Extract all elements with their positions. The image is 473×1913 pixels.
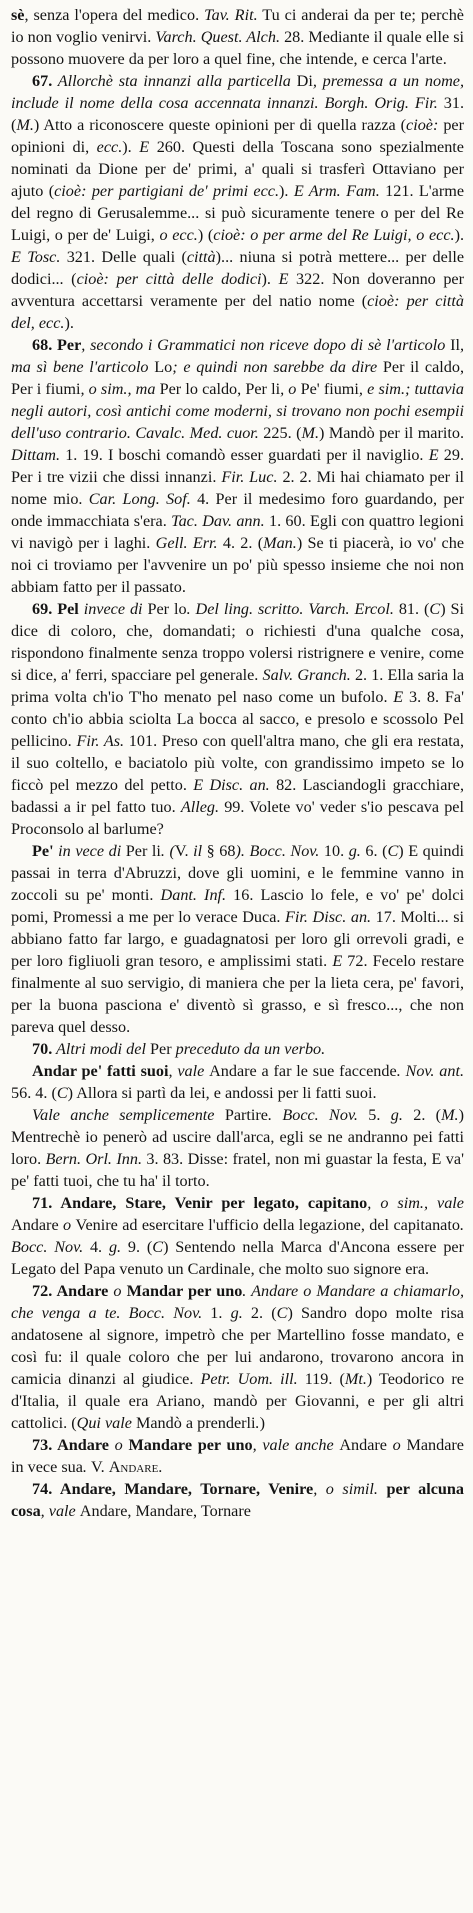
text-run: 29. Per i tre vizii che dissi innanzi. xyxy=(11,446,465,486)
text-run: 260. Questi della Toscana sono spezialmente nominati da Dione per de' primi, a' quali si trasferì Ottaviano per ajuto ( xyxy=(11,138,464,200)
text-run: 28. Mediante il quale elle si possono muovere da per loro a quel fine, che intende, e cerca l'arte. xyxy=(11,28,465,68)
italic-run: , secondo i Grammatici non riceve dopo di sè l'articolo xyxy=(81,336,451,354)
paragraph-continuation xyxy=(11,4,464,70)
italic-run: . xyxy=(255,1414,260,1432)
italic-run: Allorchè sta innanzi alla particella xyxy=(52,72,297,90)
text-run: 16. Lascio lo fele, e vo' pe' dolci pomi, Promessi a me per lo verace Duca. xyxy=(11,886,464,926)
paragraph-74 xyxy=(11,1478,464,1522)
text-run: 2. ( xyxy=(242,1304,277,1322)
italic-run: o xyxy=(108,1282,127,1300)
italic-run: invece di xyxy=(78,600,148,618)
bold-run: Mandar per uno xyxy=(126,1282,243,1300)
text-run: 1. xyxy=(202,1304,231,1322)
bold-run: 69. Pel xyxy=(32,600,79,618)
text-run: 2. ( xyxy=(402,1106,442,1124)
italic-run: in vece di xyxy=(53,842,126,860)
italic-run: E xyxy=(278,270,289,288)
text-run: 3. 83. Disse: fratel, non mi guastar la festa, E va' pe' fatti tuoi, che tu ha' il torto. xyxy=(11,1150,464,1190)
italic-run: città xyxy=(186,248,216,266)
paragraph-andar-pe-fatti xyxy=(11,1060,464,1104)
italic-run: Altri modi del xyxy=(52,1040,151,1058)
italic-run: E xyxy=(393,688,404,706)
italic-run: C xyxy=(152,1238,164,1256)
text-run: ) Mentrechè io penerò ad uscire dall'arca, egli se ne andranno pei fatti loro. xyxy=(11,1106,464,1168)
italic-run: g. xyxy=(390,1106,403,1124)
text-run: 4. Per il medesimo foro guardando, per onde immacchiata s'era. xyxy=(11,490,464,530)
text-run: 5. xyxy=(357,1106,391,1124)
italic-run: , vale xyxy=(40,1502,80,1520)
text-run: 2. 2. Mi hai chiamato per il nome mio. xyxy=(11,468,464,508)
text-run: 99. Volete vo' veder s'io pescava pel Proconsolo al barlume? xyxy=(11,798,464,838)
bold-run: 74. Andare, Mandare, Tornare, Venire xyxy=(32,1480,314,1498)
text-run: 121. L'arme del regno di Gerusalemme... si può sicuramente tenere o per del Re Luigi, o per de' Luigi, xyxy=(11,182,464,244)
text-run: 31. ( xyxy=(11,94,464,134)
text-run: 17. Molti... si abbiano fatto far largo, e guadagnatosi per loro gli orrevoli gradi, e per loro figliuoli gran tesoro, e amplissimi stati. xyxy=(11,908,465,970)
bold-run: 67. xyxy=(32,72,53,90)
italic-run: cioè: per città del, ecc. xyxy=(11,292,465,332)
text-run: . xyxy=(158,1458,163,1476)
paragraph-67 xyxy=(11,70,464,334)
bold-run: Andar pe' fatti suoi xyxy=(32,1062,169,1080)
text-run: 56. 4. ( xyxy=(11,1084,57,1102)
text-run: V. xyxy=(174,842,189,860)
italic-run: o ecc. xyxy=(159,226,198,244)
text-run: Mandare in vece sua xyxy=(11,1436,464,1476)
text-run: Per xyxy=(150,1040,172,1058)
text-run: 9. ( xyxy=(121,1238,153,1256)
text-run: ) E quindi passai in terra d'Abruzzi, dove gli uomini, e le femmine vanno in zoccoli su pe' monti. xyxy=(11,842,465,904)
paragraph-72 xyxy=(11,1280,464,1434)
italic-run: Bern. Orl. Inn. xyxy=(45,1150,143,1168)
bold-run: 70. xyxy=(32,1040,53,1058)
text-run: )... niuna si potrà mettere... per delle dodici... ( xyxy=(11,248,465,288)
italic-run: , o simil. xyxy=(313,1480,387,1498)
text-run: Di xyxy=(296,72,313,90)
text-run: Il xyxy=(450,336,460,354)
italic-run: g. xyxy=(348,842,361,860)
italic-run: cioè: per partigiani de' primi ecc. xyxy=(54,182,280,200)
italic-run: C xyxy=(276,1304,288,1322)
italic-run: , premessa a un nome, include il nome della cosa accennata innanzi. Borgh. Orig. Fir. xyxy=(11,72,465,112)
italic-run: g. xyxy=(108,1238,122,1256)
paragraph-partire xyxy=(11,1104,464,1192)
text-run: 119. ( xyxy=(297,1370,345,1388)
italic-run: Dittam. xyxy=(11,446,61,464)
italic-run: , o sim., ma xyxy=(80,380,160,398)
text-run: ). xyxy=(279,182,294,200)
italic-run: C xyxy=(56,1084,68,1102)
text-run: ). xyxy=(122,138,140,156)
italic-run: Tac. Dav. ann. xyxy=(171,512,265,530)
italic-run: M. xyxy=(301,424,319,442)
italic-run: preceduto da un verbo. xyxy=(171,1040,326,1058)
italic-run: C xyxy=(387,842,399,860)
text-run: ) Si dice di coloro, che, domandati; o richiesti d'una qualche cosa, rispondono finalmente senza troppo volersi ristrignere e venire, come si dice, a' ferri, spacciare pel generale. xyxy=(11,600,465,684)
text-run: ). xyxy=(454,226,464,244)
italic-run: Vale anche semplicemente xyxy=(32,1106,225,1124)
italic-run: cioè: xyxy=(406,116,439,134)
italic-run: Qui vale xyxy=(76,1414,136,1432)
text-run: 225. ( xyxy=(258,424,302,442)
italic-run: il xyxy=(188,842,207,860)
text-run: V. xyxy=(91,1458,109,1476)
italic-run: M. xyxy=(441,1106,459,1124)
text-run: ) Allora si partì da lei, e andossi per li fatti suoi. xyxy=(67,1084,377,1102)
text-run: Mandò a prenderli xyxy=(135,1414,256,1432)
italic-run: Fir. Disc. an. xyxy=(285,908,372,926)
text-run: ) ( xyxy=(197,226,214,244)
italic-run: ; e quindi non sarebbe da dire xyxy=(172,358,383,376)
italic-run: Mt. xyxy=(344,1370,367,1388)
italic-run: . Nov. ant. xyxy=(396,1062,464,1080)
paragraph-71 xyxy=(11,1192,464,1280)
text-run: ) Sandro dopo molte risa andatosene al signore, impetrò che per Martellino fosse mandato, e così fu: il quale coloro che per lui andarono, trovarono ancora in camicia dinanzi al giudice. xyxy=(11,1304,464,1388)
italic-run: , o xyxy=(280,380,301,398)
text-run: ) Mandò per il marito. xyxy=(319,424,465,442)
paragraph-pe-in-vece xyxy=(11,840,464,1038)
bold-run: 72. Andare xyxy=(32,1282,109,1300)
italic-run: Alleg. xyxy=(180,798,220,816)
italic-run: o xyxy=(386,1436,407,1454)
paragraph-73 xyxy=(11,1434,464,1478)
bold-run: 68. Per xyxy=(32,336,82,354)
bold-run: sè xyxy=(11,6,25,24)
text-run: Pe' fiumi xyxy=(300,380,359,398)
italic-run: Car. Long. Sof. xyxy=(88,490,191,508)
paragraph-69 xyxy=(11,598,464,840)
italic-run: , ma sì bene l'articolo xyxy=(11,336,464,376)
italic-run: cioè: o per arme del Re Luigi, o ecc. xyxy=(213,226,455,244)
italic-run: cioè: per città delle dodici xyxy=(76,270,262,288)
italic-run: E Arm. Fam. xyxy=(293,182,380,200)
text-run: Lo xyxy=(154,358,173,376)
text-run: ) Atto a riconoscere queste opinioni per di quella razza ( xyxy=(33,116,407,134)
italic-run: , e sim.; tuttavia negli autori, così antichi come moderni, si trovano non pochi esempii dell'uso contrario. Cavalc. Med. cuor. xyxy=(11,380,464,442)
text-run: Per il caldo, Per i fiumi xyxy=(11,358,464,398)
text-run: 72. Fecelo restare finalmente al suo servigio, di maniera che per la lieta cera, pe' favori, per la buona pasciona e' diventò sì grasso, e sì fresco..., che non pareva quel desso. xyxy=(11,952,465,1036)
text-run: ) Sentendo nella Marca d'Ancona essere per Legato del Papa venuto un Cardinale, che molto suo signore era. xyxy=(11,1238,465,1278)
bold-run: Mandare per uno xyxy=(128,1436,253,1454)
paragraph-68 xyxy=(11,334,464,598)
text-run: 101. Preso con quell'altra mano, che gli era restata, il suo coltello, e baciatolo più volte, con grandissimo impeto se lo ficcò pel mezzo del petto. xyxy=(11,732,465,794)
italic-run: E xyxy=(332,952,343,970)
italic-run: . ( xyxy=(160,842,175,860)
small-caps-run: Andare xyxy=(108,1458,159,1476)
italic-run: M. xyxy=(16,116,34,134)
paragraph-70 xyxy=(11,1038,464,1060)
italic-run: o xyxy=(58,1216,76,1234)
text-run: 1. 19. I boschi comandò esser guardati per il naviglio. xyxy=(60,446,429,464)
italic-run: o xyxy=(108,1436,129,1454)
italic-run: . Del ling. scritto. Varch. Ercol. xyxy=(186,600,394,618)
italic-run: , o sim., vale xyxy=(367,1194,464,1212)
text-run: ) xyxy=(259,1414,265,1432)
text-run: ). xyxy=(64,314,74,332)
italic-run: g. xyxy=(230,1304,243,1322)
bold-run: 71. Andare, Stare, Venir per legato, capitano xyxy=(32,1194,368,1212)
italic-run: Fir. Luc. xyxy=(221,468,278,486)
italic-run: , vale xyxy=(168,1062,210,1080)
italic-run: ecc. xyxy=(96,138,123,156)
italic-run: Varch. Quest. Alch. xyxy=(155,28,281,46)
text-run: 321. Delle quali ( xyxy=(60,248,187,266)
text-run: 3. 8. Fa' conto ch'io abbia sciolta La bocca al sacco, e presolo e scossolo Pel pellicino. xyxy=(11,688,464,750)
bold-run: 73. Andare xyxy=(32,1436,109,1454)
italic-run: E xyxy=(428,446,439,464)
text-run: 4. xyxy=(83,1238,109,1256)
italic-run: Salv. Granch. xyxy=(262,666,351,684)
italic-run: Dant. Inf. xyxy=(160,886,227,904)
text-run: 10. xyxy=(319,842,349,860)
text-run: Andare, Mandare, Tornare xyxy=(79,1502,251,1520)
italic-run: . Bocc. Nov. xyxy=(267,1106,358,1124)
text-run: 4. 2. ( xyxy=(217,534,264,552)
text-run: 1. 60. Egli con quattro legioni vi navigò per i laghi. xyxy=(11,512,464,552)
text-run: § 68 xyxy=(206,842,236,860)
text-run: ). xyxy=(261,270,279,288)
italic-run: E Disc. an. xyxy=(193,776,270,794)
text-run: ) Teodorico re d'Italia, il quale era Ariano, mandò per Giovanni, e per gli altri cattolici. ( xyxy=(11,1370,464,1432)
bold-run: per alcuna cosa xyxy=(11,1480,464,1520)
bold-run: Pe' xyxy=(32,842,54,860)
italic-run: C xyxy=(429,600,441,618)
text-run: 2. 1. Ella saria la prima volta ch'io T'ho menato pel naso come un bufolo. xyxy=(11,666,465,706)
italic-run: Petr. Uom. ill. xyxy=(200,1370,298,1388)
text-run: , senza l'opera del medico. xyxy=(24,6,205,24)
italic-run: Tav. Rit. xyxy=(204,6,258,24)
italic-run: E xyxy=(139,138,150,156)
text-run: ) Se ti piacerà, io vo' che noi ci troviamo per l'avvenire un po' più spesso insieme che noi non abbiam fatto per il passato. xyxy=(11,534,464,596)
text-run: Andare xyxy=(11,1216,59,1234)
text-run: 82. Lasciandogli gracchiare, badassi a ir pel fatto tuo. xyxy=(11,776,465,816)
italic-run: ). Bocc. Nov. xyxy=(235,842,320,860)
italic-run: Gell. Err. xyxy=(155,534,218,552)
text-run: per opinioni di, xyxy=(11,116,464,156)
italic-run: . Bocc. Nov. xyxy=(11,1216,465,1256)
text-run: Per lo xyxy=(147,600,187,618)
italic-run: E Tosc. xyxy=(11,248,61,266)
italic-run: Fir. As. xyxy=(76,732,125,750)
text-run: Partire xyxy=(224,1106,268,1124)
text-run: 81. ( xyxy=(393,600,430,618)
text-run: Per li xyxy=(125,842,161,860)
text-run: Tu ci anderai da per te; perchè io non voglio venirvi. xyxy=(11,6,464,46)
text-run: Venire ad esercitare l'ufficio della legazione, del capitanato xyxy=(75,1216,460,1234)
italic-run: . Andare o Mandare a chiamarlo, che venga a te. Bocc. Nov. xyxy=(11,1282,465,1322)
italic-run: . xyxy=(82,1458,92,1476)
text-run: Andare xyxy=(339,1436,387,1454)
italic-run: , vale anche xyxy=(252,1436,340,1454)
italic-run: Man. xyxy=(263,534,297,552)
text-run: Andare a far le sue faccende xyxy=(209,1062,397,1080)
text-run: 6. ( xyxy=(360,842,388,860)
text-run: Per lo caldo, Per li xyxy=(159,380,281,398)
text-run: 322. Non doveranno per avventura accettarsi veramente per del natio nome ( xyxy=(11,270,465,310)
